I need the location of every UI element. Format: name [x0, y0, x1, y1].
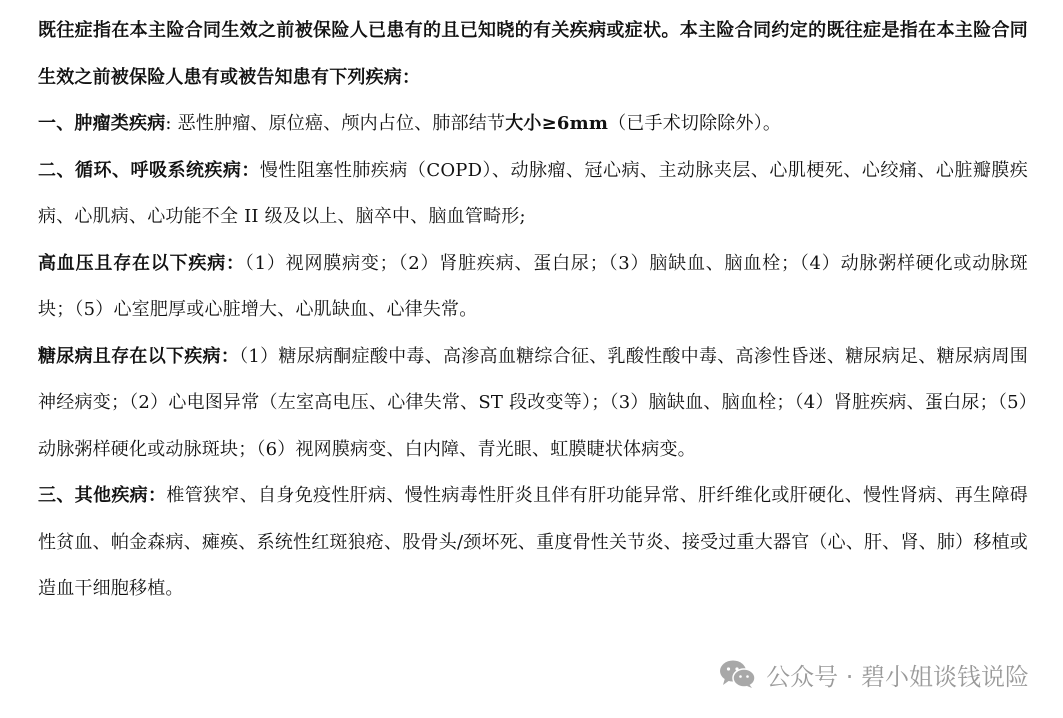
- intro-paragraph: 既往症指在本主险合同生效之前被保险人已患有的且已知晓的有关疾病或症状。本主险合同约定的既往症是指在本主险合同生效之前被保险人患有或被告知患有下列疾病：: [38, 20, 1028, 88]
- section-tumor: [38, 101, 1028, 148]
- section-diabetes: [38, 334, 1028, 474]
- section-tumor-label: 一、肿瘤类疾病: [38, 113, 166, 134]
- section-diabetes-label: 糖尿病且存在以下疾病：: [38, 345, 240, 367]
- section-hypertension-text: （1）视网膜病变；（2）肾脏疾病、蛋白尿；（3）脑缺血、脑血栓；（4）动脉粥样硬化或动脉斑块；（5）心室肥厚或心脏增大、心肌缺血、心律失常。: [38, 252, 1028, 320]
- section-other-text: 椎管狭窄、自身免疫性肝病、慢性病毒性肝炎且伴有肝功能异常、肝纤维化或肝硬化、慢性肾病、再生障碍性贫血、帕金森病、瘫痪、系统性红斑狼疮、股骨头/颈坏死、重度骨性关节炎、接受过重大器官（心、肝、肾、肺）移植或造血干细胞移植。: [38, 485, 1028, 599]
- section-circulatory-label: 二、循环、呼吸系统疾病：: [38, 159, 260, 181]
- section-circulatory: [38, 148, 1028, 241]
- watermark: [718, 654, 1029, 694]
- wechat-icon: [718, 659, 756, 689]
- section-hypertension-label: 高血压且存在以下疾病：: [38, 252, 245, 274]
- section-tumor-text-end: （已手术切除除外）。: [608, 113, 782, 134]
- section-diabetes-text: （1）糖尿病酮症酸中毒、高渗高血糖综合征、乳酸性酸中毒、高渗性昏迷、糖尿病足、糖尿病周围神经病变；（2）心电图异常（左室高电压、心律失常、ST 段改变等）；（3）脑缺血、脑血栓；（4）肾脏疾病、蛋白尿；（5）动脉粥样硬化或动脉斑块；（6）视网膜病变、白内障、青光眼、虹膜睫状体病变。: [38, 345, 1028, 460]
- document-body: [38, 8, 1028, 613]
- watermark-text: 公众号 · 碧小姐谈钱说险: [766, 662, 1029, 691]
- section-other: [38, 473, 1028, 613]
- section-other-label: 三、其他疾病：: [38, 485, 167, 506]
- section-circulatory-text: 慢性阻塞性肺疾病（COPD）、动脉瘤、冠心病、主动脉夹层、心肌梗死、心绞痛、心脏瓣膜疾病、心肌病、心功能不全 II 级及以上、脑卒中、脑血管畸形;: [38, 159, 1029, 227]
- section-tumor-emphasis: 大小≥6mm: [505, 113, 609, 134]
- section-hypertension: [38, 241, 1028, 334]
- section-tumor-text: : 恶性肿瘤、原位癌、颅内占位、肺部结节: [165, 113, 506, 134]
